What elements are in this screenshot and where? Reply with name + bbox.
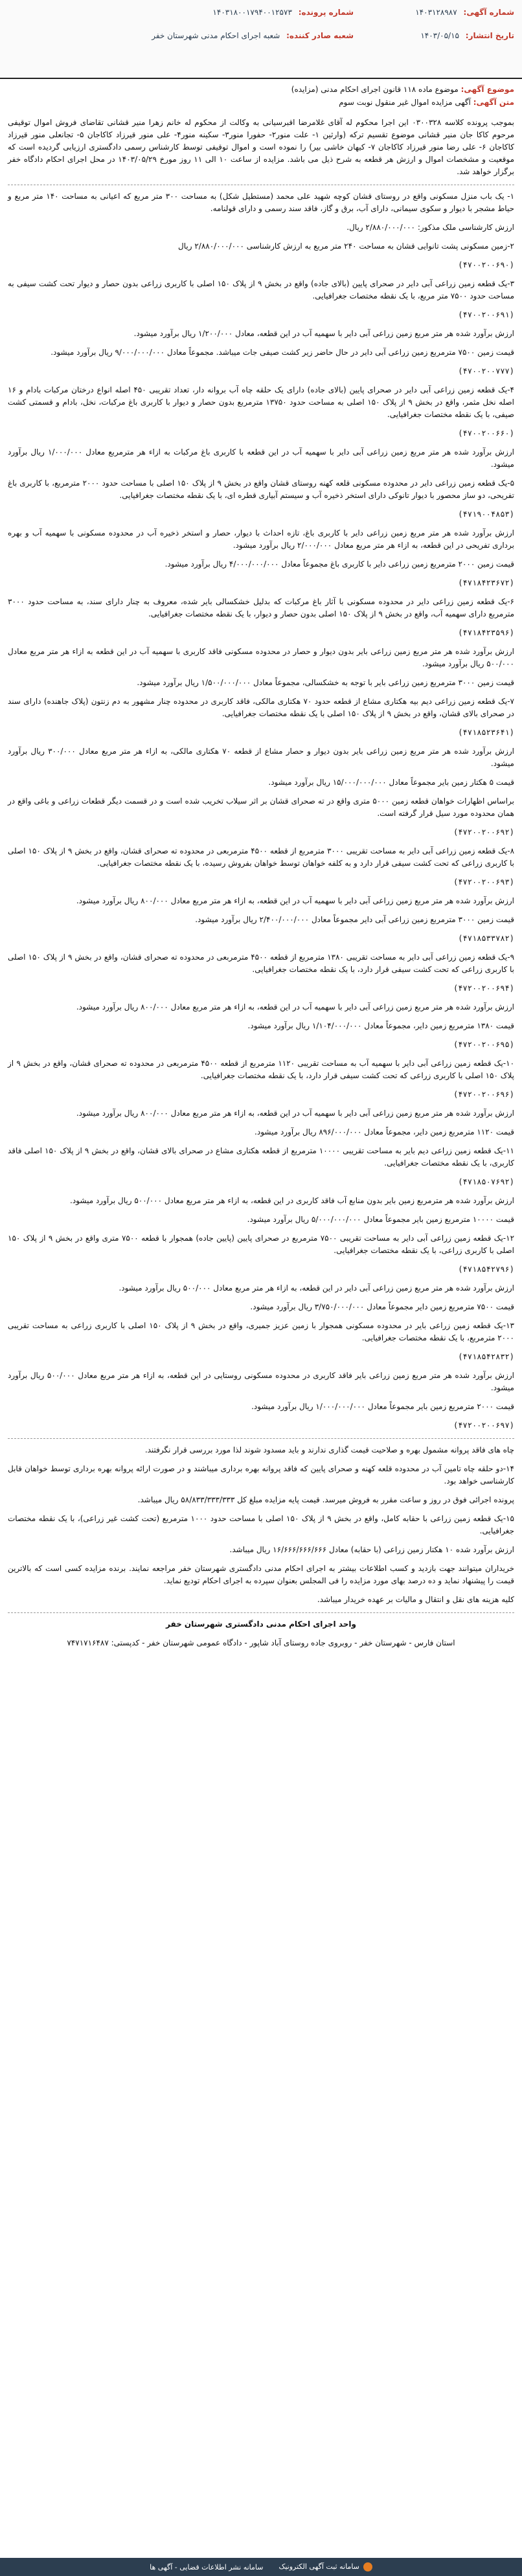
items-list (8, 240, 514, 1432)
list-item: قیمت زمین ۲۰۰۰ مترمربع زمین زراعی دایر با کاربری باغ مجموعاً معادل ۴/۰۰۰/۰۰۰/۰۰۰ ریال برآورد میشود. (165, 559, 514, 569)
coordinate-code: (۴۷۲۰۰۲۰۰۶۹۷) (453, 1421, 514, 1430)
list-item: براساس اظهارات خواهان قطعه زمین ۵۰۰۰ متری واقع در ته صحرای قشان بر اثر سیلاب تخریب شده است و در قسمت دیگر قطعات زراعی و باغی واقع در همان محدوده مورد سیل قرار گرفته است. (8, 797, 514, 818)
divider (8, 1438, 514, 1439)
footer-left-text: سامانه ثبت آگهی الکترونیک (278, 2562, 359, 2571)
list-item: قیمت ۱۱۲۰ مترمربع زمین دایر، مجموعاً معادل ۸۹۶/۰۰۰/۰۰۰ ریال برآورد میشود. (255, 1127, 514, 1136)
list-item: ۸-یک قطعه زمین زراعی آبی دایر به مساحت تقریبی ۳۰۰۰ مترمربع از قطعه ۴۵۰۰ مترمربعی در محدوده ته صحرای قشان، واقع در بخش ۹ از پلاک ۱۵۰ اصلی با کاربری زراعی که تحت کشت سیفی قرار دارد و به کلفه خواهان توسط خواهان بفروش رسیده، با یک نقطه مختصات جغرافیایی. (8, 846, 515, 868)
logo-icon (363, 2562, 372, 2571)
coordinate-code: (۴۷۱۹۰۰۴۸۵۳) (458, 510, 514, 519)
coordinate-code: (۴۷۱۸۵۰۷۶۹۲) (458, 1177, 514, 1186)
list-item: ۳-یک قطعه زمین زراعی آبی دایر در صحرای پایین (بالای جاده) واقع در بخش ۹ از پلاک ۱۵۰ اصلی با کاربری زراعی بدون حصار و دیوار تحت کشت سیفی به مساحت حدود ۷۵۰۰ متر مربع، با یک نقطه مختصات جغرافیایی. (8, 279, 515, 300)
coordinate-code: (۴۷۱۸۴۲۳۵۹۶) (458, 628, 514, 637)
coordinate-code: (۴۷۰۰۲۰۰۷۷۷) (458, 367, 514, 376)
list-item: ۷-یک قطعه زمین زراعی دیم بیه هکتاری مشاع از قطعه حدود ۷۰ هکتاری مالکی، فاقد کاربری در محدوده چنار مشهور به دم زنتون (پلاک جاهنده) دارای سند در صحرای بالای قشان، واقع در بخش ۹ از پلاک ۱۵۰ اصلی با یک نقطه مختصات جغرافیایی. (8, 697, 514, 718)
ad-number-label: شماره آگهی: (463, 8, 514, 17)
closing-paragraph: ارزش برآورد شده ۱۰ هکتار زمین زراعی (با حقابه) معادل ۱۶/۶۶۶/۶۶۶/۶۶۶ ریال میباشد. (229, 1545, 514, 1554)
list-item: ۴-یک قطعه زمین زراعی آبی دایر در صحرای پایین (بالای جاده) دارای یک حلقه چاه آب بروانه دار، تعداد تقریبی ۴۵۰ اصله انواع درختان مرکبات بادام و ۱۶ اصله نخل مثمر، واقع در بخش ۹ از پلاک ۱۵۰ اصلی به مساحت حدود ۱۳۷۵۰ مترمربع بدون حصار و دیوار با کاربری باغ مرکبات، نخل، بادام و قسمتی کشت صیفی، با یک نقطه مختصات جغرافیایی. (8, 385, 515, 419)
list-item: ارزش برآورد شده هر متر مربع زمین زراعی آبی دایر با سهمیه آب در این قطعه، به ازاء هر متر مربع معادل ۸۰۰/۰۰۰ ریال برآورد میشود. (76, 1002, 514, 1011)
list-item: ۱۳-یک قطعه زمین زراعی بایر در محدوده مسکونی همجوار با زمین عزیز جمیری، واقع در بخش ۹ از پلاک ۱۵۰ اصلی با کاربری زراعی به مساحت تقریبی ۲۰۰۰ مترمربع، با یک نقطه مختصات جغرافیایی. (8, 1321, 514, 1342)
issuer-value: شعبه اجرای احکام مدنی شهرستان خفر (152, 31, 280, 40)
list-item: ارزش برآورد شده هر متر مربع زمین زراعی آبی دایر با سهمیه آب در این قطعه، به ازاء هر متر مربع معادل ۸۰۰/۰۰۰ ریال برآورد میشود. (76, 896, 514, 905)
coordinate-code: (۴۷۲۰۰۲۰۰۶۹۴) (453, 984, 514, 993)
publish-date (420, 31, 514, 40)
list-item: ۱۰-یک قطعه زمین زراعی آبی دایر با سهمیه آب به مساحت تقریبی ۱۱۲۰ مترمربع از قطعه ۴۵۰۰ مترمربعی در محدوده ته صحرای قشان، واقع در بخش ۹ از پلاک ۱۵۰ اصلی با کاربری زراعی که تحت کشت سیفی قرار دارد، با یک نقطه مختصات جغرافیایی. (8, 1059, 515, 1080)
list-item: ۶-یک قطعه زمین زراعی دایر در محدوده مسکونی با آثار باغ مرکبات که بدلیل خشکسالی بایر شده، معروف به چنار دارای سند، به مساحت حدود ۳۰۰۰ مترمربع دارای سهمیه آب، واقع در بخش ۹ از پلاک ۱۵۰ اصلی بدون حصار و دیوار، با یک نقطه مختصات جغرافیایی. (8, 597, 514, 618)
coordinate-code: (۴۷۲۰۰۲۰۰۶۹۵) (453, 1040, 514, 1049)
list-item: ارزش برآورد شده هر متر مربع زمین زراعی آبی دایر با سهمیه آب در این قطعه، معادل ۱/۲۰۰/۰۰۰ ریال برآورد میشود. (133, 329, 514, 338)
coordinate-code: (۴۷۰۰۲۰۰۶۹۰) (458, 260, 514, 269)
signature-line-1: واحد اجرای احکام مدنی دادگستری شهرستان خفر (166, 1620, 356, 1629)
list-item: ارزش برآورد شده هر متر مربع زمین زراعی آبی دایر با سهمیه آب در این قطعه، به ازاء هر متر مربع معادل ۸۰۰/۰۰۰ ریال برآورد میشود. (76, 1109, 514, 1118)
ad-text-title: آگهی مزایده اموال غیر منقول نوبت سوم (339, 98, 471, 107)
list-item: قیمت زمین ۳۰۰۰ مترمربع زمین زراعی آبی دایر مجموعاً معادل ۲/۴۰۰/۰۰۰/۰۰۰ ریال برآورد میشود. (195, 915, 514, 924)
footer-left (279, 2562, 372, 2571)
ad-number-value: ۱۴۰۳۱۲۸۹۸۷ (415, 8, 457, 17)
list-item: ۱۲-یک قطعه زمین زراعی آبی دایر به مساحت تقریبی ۷۵۰۰ مترمربع در صحرای پایین (پایین جاده) همجوار با قطعه ۷۵۰۰ متری واقع در بخش ۹ از پلاک ۱۵۰ اصلی با کاربری زراعی، با یک نقطه مختصات جغرافیایی. (8, 1234, 515, 1255)
coordinate-code: (۴۷۱۸۵۴۲۸۳۲) (458, 1352, 514, 1361)
list-item: قیمت ۱۰۰۰۰ مترمربع زمین بایر مجموعاً معادل ۵/۰۰۰/۰۰۰/۰۰۰ ریال برآورد میشود. (247, 1215, 514, 1224)
coordinate-code: (۴۷۱۸۴۲۳۶۷۲) (458, 578, 514, 587)
closing-paragraph: ۱۴-دو حلقه چاه تامین آب در محدوده قلعه کهنه و صحرای پایین که فاقد پروانه بهره برداری میباشند و در صورت ارائه پروانه بهره برداری توسط خواهان قابل کارشناسی خواهد بود. (8, 1464, 514, 1486)
list-item: قیمت ۱۳۸۰ مترمربع زمین دایر، مجموعاً معادل ۱/۱۰۴/۰۰۰/۰۰۰ ریال برآورد میشود. (247, 1021, 514, 1030)
issuer (152, 31, 354, 40)
list-item: قیمت زمین ۷۵۰۰ مترمربع زمین زراعی آبی دایر در حال حاضر زیر کشت صیفی جات میباشد. مجموعاً معادل ۹/۰۰۰/۰۰۰/۰۰۰ ریال برآورد میشود. (51, 348, 514, 357)
coordinate-code: (۴۷۰۰۲۰۰۶۶۰) (458, 429, 514, 438)
closing-paragraph: خریداران میتوانند جهت بازدید و کسب اطلاعات بیشتر به اجرای احکام مدنی دادگستری شهرستان خفر مراجعه نمایند. برنده مزایده کسی است که بالاترین قیمت را پیشنهاد نماید و ده درصد بهای مورد مزایده را فی المجلس بعنوان سپرده به اجرای احکام تودیع نماید. (8, 1564, 514, 1585)
property-paragraph: ۱- یک باب منزل مسکونی واقع در روستای قشان کوچه شهید علی محمد (مستطیل شکل) به مساحت ۳۰۰ متر مربع که اعیانی به مساحت ۱۴۰ متر مربع و حیاط مشجر با دیوار و سکوی سیمانی، دارای آب، برق و گاز، فاقد سند رسمی و دارای قولنامه. (8, 192, 515, 213)
list-item: ارزش برآورد شده هر متر مربع زمین زراعی بایر بدون دیوار و حصار مشاع از قطعه ۷۰ هکتاری مالکی، به ازاء هر متر مربع معادل ۳۰۰/۰۰۰ ریال برآورد میشود. (8, 747, 514, 768)
list-item: ارزش برآورد شده هر متر مربع زمین زراعی بایر بدون دیوار و حصار در محدوده مسکونی فاقد کاربری با سهمیه آب در این قطعه به ازاء هر متر مربع معادل ۵۰۰/۰۰۰ ریال برآورد میشود. (8, 647, 514, 668)
closing-section (8, 1444, 514, 1606)
list-item: قیمت زمین ۳۰۰۰ مترمربع زمین زراعی بایر با توجه به خشکسالی، مجموعاً معادل ۱/۵۰۰/۰۰۰/۰۰۰ ریال برآورد میشود. (137, 678, 514, 687)
ad-number (415, 8, 514, 17)
list-item: ۵-یک قطعه زمین زراعی دایر در محدوده مسکونی قلعه کهنه روستای قشان واقع در بخش ۹ از پلاک ۱۵۰ اصلی با مساحت حدود ۲۰۰۰ مترمربع، با کاربری باغ تفریحی، دو ساز محصور با دیوار تانوکی دارای استخر ذخیره آب و سیستم آبیاری قطره ای، با یک نقطه مختصات جغرافیایی. (8, 479, 515, 500)
footer-right-text: سامانه نشر اطلاعات قضایی - آگهی ها (150, 2562, 264, 2571)
coordinate-code: (۴۷۱۸۵۴۲۷۹۶) (458, 1265, 514, 1274)
coordinate-code: (۴۷۱۸۵۲۳۶۴۱) (458, 728, 514, 737)
list-item: ارزش برآورد شده هر مترمربع زمین بایر بدون منابع آب فاقد کاربری در این قطعه، به ازاء هر متر مربع معادل ۵۰۰/۰۰۰ ریال برآورد میشود. (70, 1196, 514, 1205)
closing-paragraph: ۱۵-یک قطعه زمین زراعی با حقابه کامل، واقع در بخش ۹ از پلاک ۱۵۰ اصلی با مساحت حدود ۱۰۰۰ مترمربع (تحت کشت غیر زراعی)، با یک نقطه مختصات جغرافیایی. (8, 1514, 514, 1535)
list-item: ارزش برآورد شده هر متر مربع زمین زراعی آبی دایر در این قطعه، به ازاء هر متر مربع معادل ۵۰۰/۰۰۰ ریال برآورد میشود. (119, 1283, 514, 1293)
closing-paragraph: پرونده اجرائی فوق در روز و ساعت مقرر به فروش میرسد. قیمت پایه مزایده مبلغ کل ۵۸/۸۳۳/۳۳۳/۳۳۳ ریال میباشد. (137, 1495, 514, 1504)
list-item: قیمت ۷۵۰۰ مترمربع زمین دایر مجموعاً معادل ۳/۷۵۰/۰۰۰/۰۰۰ ریال برآورد میشود. (250, 1302, 514, 1311)
list-item: ۹-یک قطعه زمین زراعی آبی دایر به مساحت تقریبی ۱۳۸۰ مترمربع از قطعه ۴۵۰۰ مترمربعی در محدوده ته صحرای قشان، واقع در بخش ۹ از پلاک ۱۵۰ اصلی با کاربری زراعی که تحت کشت سیفی قرار دارد، با یک نقطه مختصات جغرافیایی. (8, 953, 515, 974)
intro-paragraph: بموجب پرونده کلاسه ۰۳۰۰۳۲۸ این اجرا محکوم له آقای غلامرضا اقبرسیانی به وکالت از محکوم له خانم زهرا منیر قشانی تقاضای فروش اموال توقیفی مرحوم کاکا جان منیر قشانی موضوع تقسیم ترکه (وارثین ۱- علت منور۲- حفورا منور۳- سکینه منور۴- علی منور قیرزاد کاکاجان ۵- تجانعلی منور قیرزاد کاکاجان ۶- علی رضا منور قیرزاد کاکاجان ۷- کیهان خاشی بیر) را نموده است و اموال توقیفی توسط کارشناس رسمی دادگستری ارزیابی گردیده است که موقعیت و مشخصات اموال و ارزش هر قطعه به شرح ذیل می باشد. مزایده از ساعت ۱۰ الی ۱۱ روز مورخ ۱۴۰۳/۰۵/۲۹ در محل اجرای احکام دادگاه خفر برگزار خواهد شد. (8, 118, 515, 176)
list-item: قیمت ۵ هکتار زمین بایر مجموعاً معادل ۱۵/۰۰۰/۰۰۰/۰۰۰ ریال برآورد میشود. (268, 778, 514, 787)
coordinate-code: (۴۷۲۰۰۲۰۰۶۹۶) (453, 1090, 514, 1099)
divider (8, 1612, 514, 1613)
subject-label: موضوع آگهی: (460, 85, 514, 94)
closing-paragraph: کلیه هزینه های نقل و انتقال و مالیات بر عهده خریدار میباشد. (317, 1595, 514, 1604)
ad-subject (8, 83, 514, 109)
subject-text: موضوع ماده ۱۱۸ قانون اجرای احکام مدنی (مزایده) (291, 85, 459, 94)
case-number (212, 8, 354, 17)
list-item: ۲-زمین مسکونی پشت تانوایی قشان به مساحت ۲۴۰ متر مربع به ارزش کارشناسی ۲/۸۸۰/۰۰۰/۰۰۰ ریال (178, 242, 514, 251)
publish-date-label: تاریخ انتشار: (465, 31, 514, 40)
list-item: ارزش برآورد شده هر متر مربع زمین زراعی بایر فاقد کاربری در محدوده مسکونی روستایی در این قطعه، به ازاء هر متر مربع معادل ۵۰۰/۰۰۰ ریال برآورد میشود. (8, 1371, 514, 1392)
coordinate-code: (۴۷۲۰۰۲۰۰۶۹۳) (453, 877, 514, 887)
closing-paragraph: چاه های فاقد پروانه مشمول بهره و صلاحیت قیمت گذاری ندارند و باید مسدود شوند لذا مورد بررسی قرار نگرفتند. (144, 1445, 514, 1454)
coordinate-code: (۴۷۰۰۲۰۰۶۹۱) (458, 310, 514, 319)
case-number-value: ۱۴۰۳۱۸۰۰۱۷۹۴۰۰۱۲۵۷۳ (212, 8, 292, 17)
footer-bar (0, 2558, 522, 2576)
list-item: ارزش برآورد شده هر متر مربع زمین زراعی دایر با کاربری باغ، تازه احداث با دیوار، حصار و استخر ذخیره آب در محدوده مسکونی با سهمیه آب و بهره برداری تفریحی در این قطعه، به ازاء هر متر مربع معادل ۲/۰۰۰/۰۰۰ ریال برآورد میشود. (8, 528, 514, 550)
list-item: ارزش برآورد شده هر متر مربع زمین زراعی آبی دایر با سهمیه آب در این قطعه با کاربری باغ مرکبات به ازاء هر مترمربع معادل ۱/۰۰۰/۰۰۰ ریال برآورد میشود. (8, 447, 514, 469)
coordinate-code: (۴۷۱۸۵۳۳۷۸۲) (458, 934, 514, 943)
list-item: ۱۱-یک قطعه زمین زراعی دیم بایر به مساحت تقریبی ۱۰۰۰۰ مترمربع از قطعه هکتاری مشاع در صحرای بالای قشان، واقع در بخش ۹ از پلاک ۱۵۰ اصلی فاقد کاربری، با یک نقطه مختصات جغرافیایی. (8, 1146, 514, 1168)
ad-text-label: متن آگهی: (473, 98, 514, 107)
publish-date-value: ۱۴۰۳/۰۵/۱۵ (420, 31, 459, 40)
coordinate-code: (۴۷۲۰۰۲۰۰۶۹۲) (453, 828, 514, 837)
valuation-paragraph: ارزش کارشناسی ملک مذکور: ۲/۸۸۰/۰۰۰/۰۰۰ ریال. (346, 223, 514, 232)
ad-header (0, 0, 522, 79)
list-item: قیمت ۲۰۰۰ مترمربع زمین بایر مجموعاً معادل ۱/۰۰۰/۰۰۰/۰۰۰ ریال برآورد میشود. (251, 1402, 514, 1411)
ad-body (8, 117, 514, 1656)
signature-line-2: استان فارس - شهرستان خفر - روبروی جاده روستای آباد شاپور - دادگاه عمومی شهرستان خفر - کدپستی: ۷۴۷۱۷۱۶۴۸۷ (67, 1638, 455, 1647)
issuer-label: شعبه صادر کننده: (286, 31, 354, 40)
case-number-label: شماره پرونده: (298, 8, 354, 17)
